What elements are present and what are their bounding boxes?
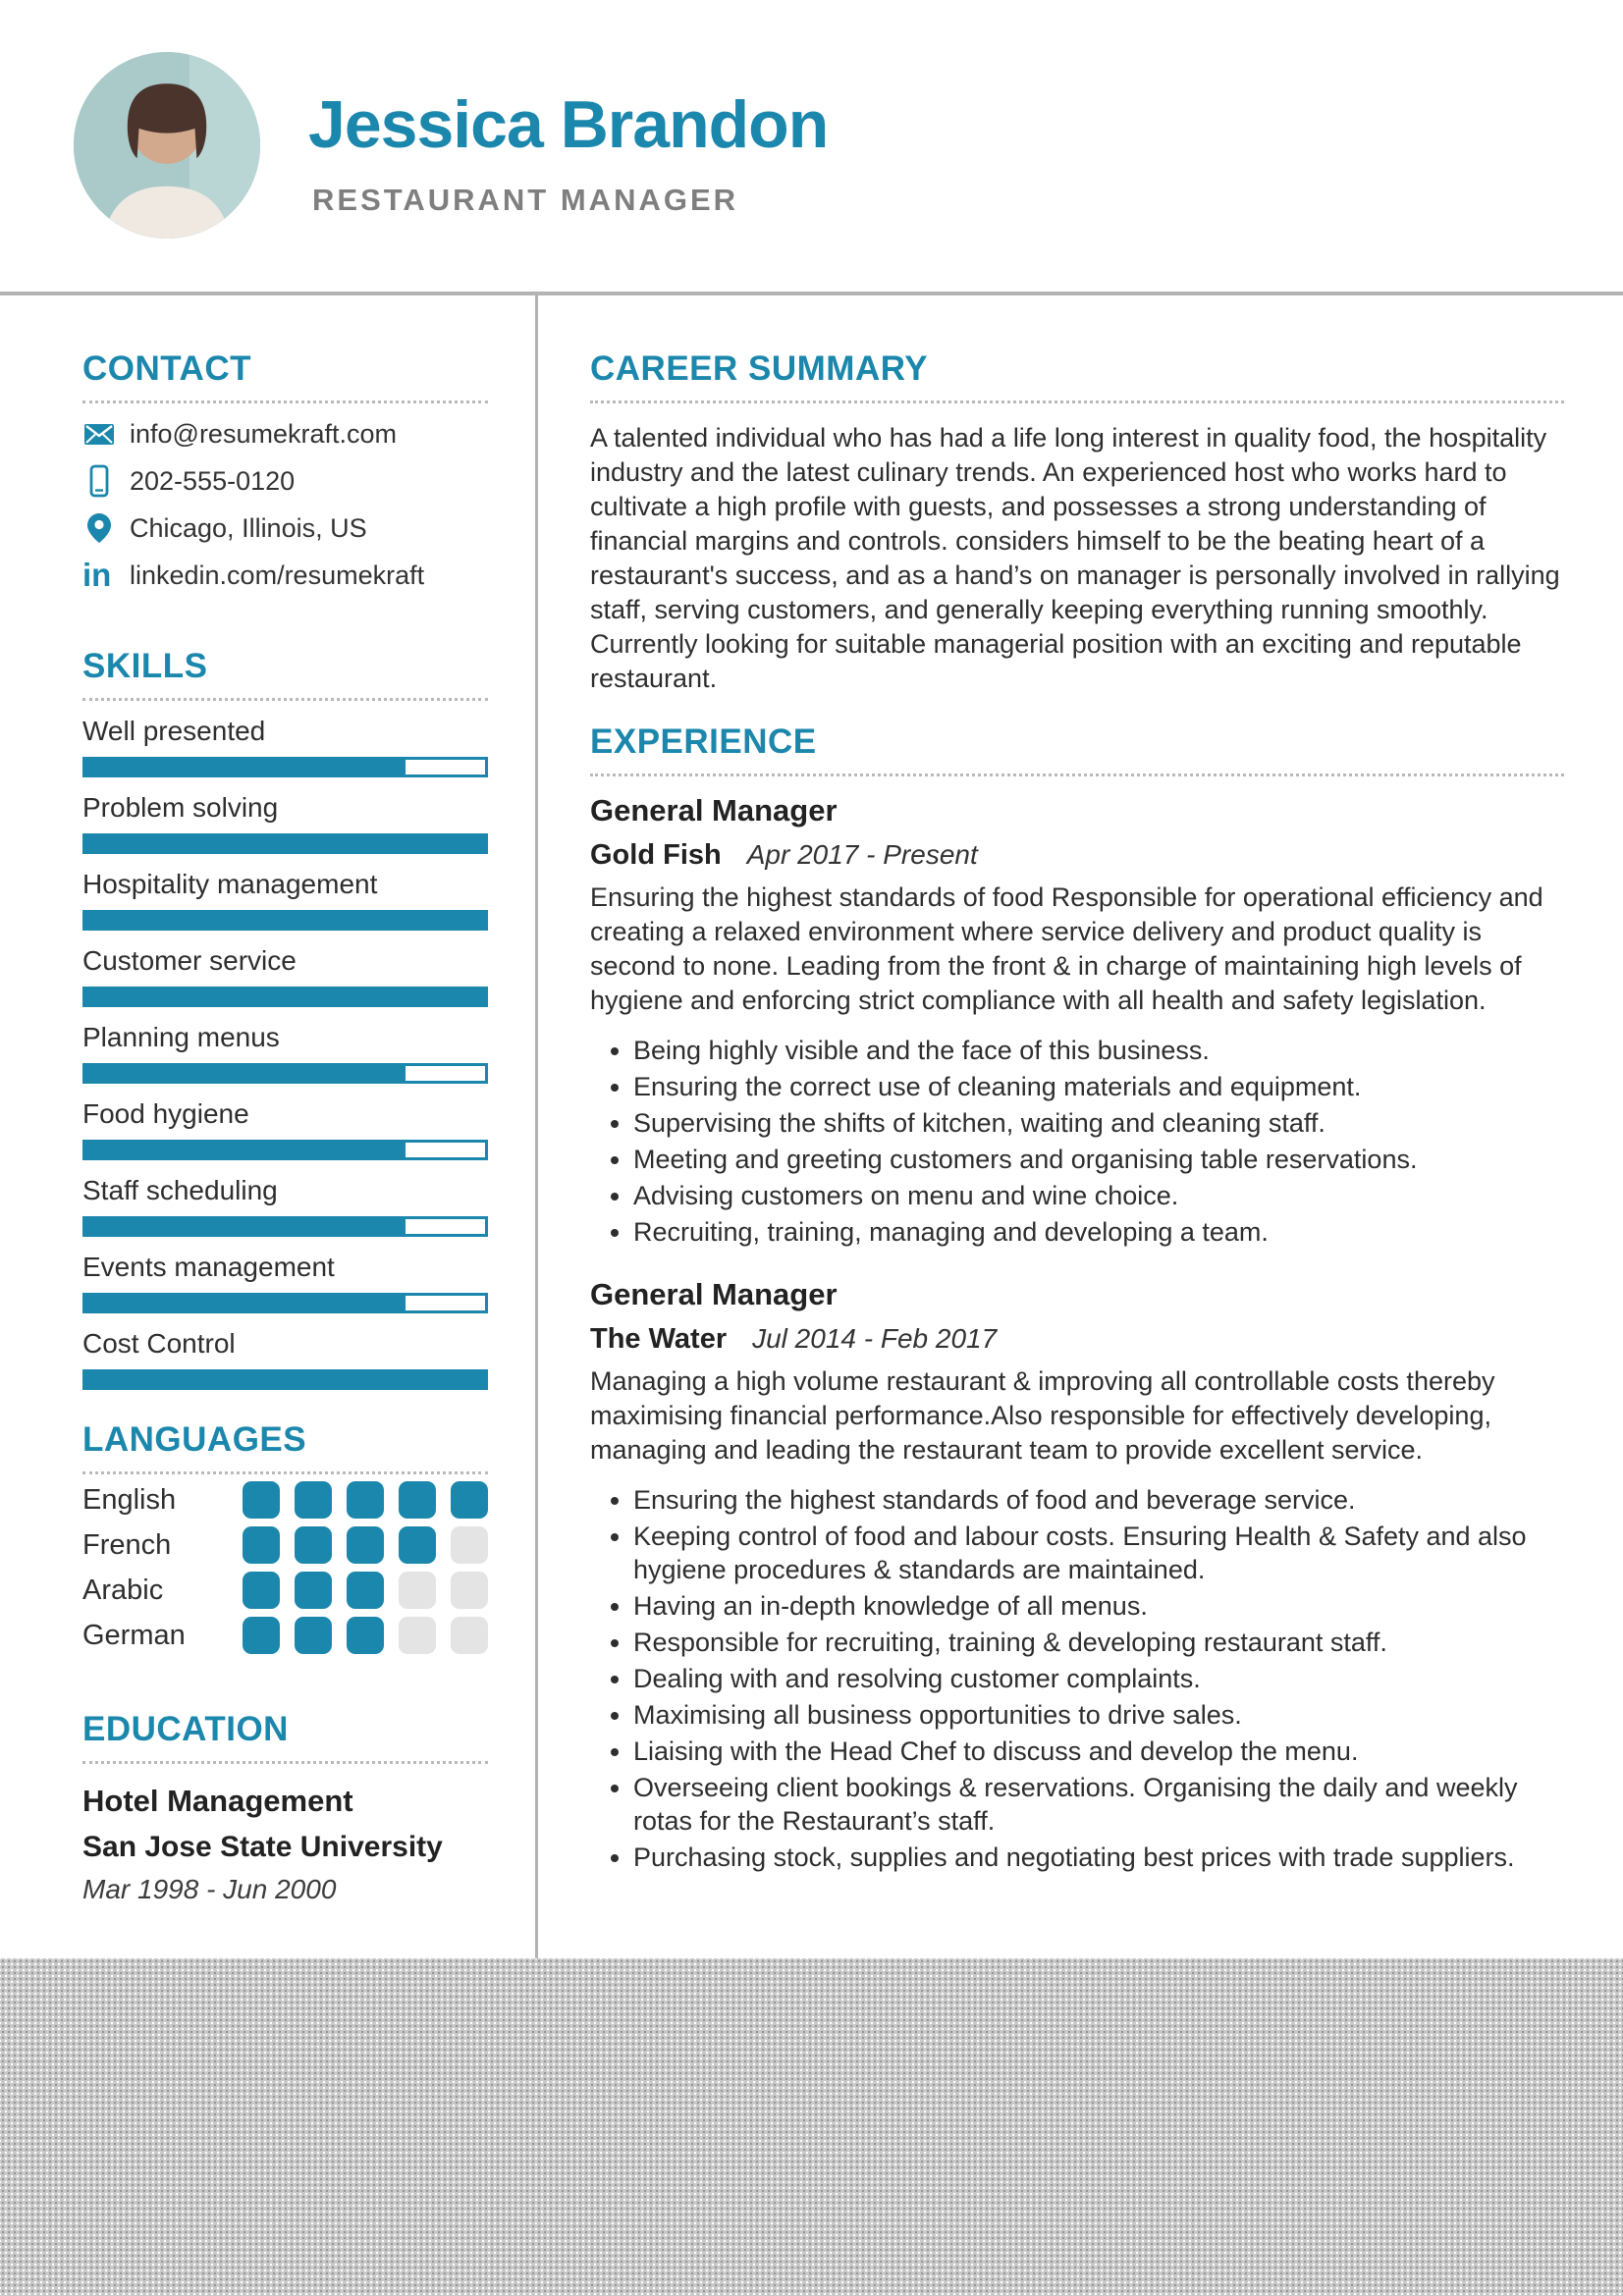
job-company: Gold Fish — [590, 839, 722, 871]
skill-bar-fill — [85, 913, 485, 928]
job-bullet: • Liaising with the Head Chef to discuss and develop the menu. — [633, 1735, 1564, 1768]
job-role: General Manager — [590, 1277, 838, 1311]
job-entry-2 — [590, 1276, 1564, 1874]
skill-label: Staff scheduling — [82, 1175, 278, 1205]
dotted-divider — [590, 400, 1564, 403]
skill-item — [82, 1251, 488, 1313]
job-bullet: • Responsible for recruiting, training & developing restaurant staff. — [633, 1626, 1564, 1659]
contact-section — [82, 348, 488, 592]
location-icon — [82, 511, 120, 545]
career-summary-text: A talented individual who has had a life long interest in quality food, the hospitality industry and the latest culinary trends. An experienced host who works hard to cultivate a high profile with guests, and possesses a strong understanding of financial margins and controls. considers himself to be the beating heart of a restaurant's success, and as a hand’s on manager is personally involved in rallying staff, serving customers, and generally keeping everything running smoothly. Currently looking for suitable managerial position with an exciting and reputable restaurant. — [590, 423, 1560, 693]
contact-row-location — [82, 511, 488, 545]
language-level-filled-square — [295, 1572, 332, 1609]
skill-bar-fill — [85, 1296, 406, 1310]
skill-label: Food hygiene — [82, 1098, 249, 1129]
language-item — [82, 1525, 488, 1565]
skill-bar-fill — [85, 989, 485, 1004]
skill-bar — [82, 757, 488, 777]
dotted-divider — [82, 1471, 488, 1474]
education-dates: Mar 1998 - Jun 2000 — [82, 1874, 337, 1904]
language-level-filled-square — [295, 1526, 332, 1564]
skill-item — [82, 944, 488, 1007]
job-bullet: • Having an in-depth knowledge of all menus. — [633, 1589, 1564, 1623]
job-bullet: • Ensuring the correct use of cleaning materials and equipment. — [633, 1070, 1564, 1103]
dotted-divider — [82, 1761, 488, 1764]
job-company-line — [590, 837, 1564, 873]
skill-bar — [82, 1063, 488, 1084]
skill-bar — [82, 1140, 488, 1160]
language-level-empty-square — [451, 1526, 488, 1564]
language-level-filled-square — [243, 1617, 280, 1654]
language-level-empty-square — [451, 1572, 488, 1609]
skill-bar — [82, 987, 488, 1007]
language-level-filled-square — [399, 1526, 436, 1564]
profile-photo — [74, 52, 260, 239]
language-label: English — [82, 1483, 177, 1516]
language-level-squares — [243, 1617, 488, 1654]
job-role: General Manager — [590, 793, 838, 828]
skill-bar — [82, 833, 488, 854]
job-bullet: • Purchasing stock, supplies and negotiating best prices with trade suppliers. — [633, 1841, 1564, 1874]
career-summary-heading: CAREER SUMMARY — [590, 349, 929, 388]
contact-row-linkedin — [82, 559, 488, 592]
skill-label: Problem solving — [82, 792, 279, 823]
skill-bar-fill — [85, 836, 485, 851]
language-item — [82, 1480, 488, 1520]
contact-email: info@resumekraft.com — [130, 418, 397, 449]
dotted-divider — [590, 774, 1564, 776]
job-dates: Apr 2017 - Present — [746, 839, 978, 870]
language-level-squares — [243, 1481, 488, 1519]
job-bullet: • Keeping control of food and labour costs. Ensuring Health & Safety and also hygiene procedures & standards are maintained. — [633, 1520, 1564, 1586]
skill-item — [82, 715, 488, 777]
language-level-filled-square — [295, 1481, 332, 1519]
experience-heading: EXPERIENCE — [590, 722, 817, 761]
skill-item — [82, 1021, 488, 1084]
language-level-squares — [243, 1526, 488, 1564]
language-level-empty-square — [399, 1617, 436, 1654]
person-name: Jessica Brandon — [308, 87, 829, 162]
email-icon — [82, 417, 120, 451]
job-bullet-list — [590, 1483, 1564, 1874]
job-bullet: • Recruiting, training, managing and developing a team. — [633, 1215, 1564, 1249]
language-level-filled-square — [451, 1481, 488, 1519]
language-level-filled-square — [243, 1526, 280, 1564]
contact-linkedin: linkedin.com/resumekraft — [130, 560, 425, 590]
language-level-filled-square — [347, 1617, 384, 1654]
job-bullet: • Overseeing client bookings & reservations. Organising the daily and weekly rotas for the Restaurant’s staff. — [633, 1771, 1564, 1838]
language-level-squares — [243, 1572, 488, 1609]
language-label: French — [82, 1528, 172, 1561]
skill-bar — [82, 1293, 488, 1313]
skill-item — [82, 791, 488, 854]
skill-bar — [82, 910, 488, 931]
job-bullet: • Dealing with and resolving customer complaints. — [633, 1662, 1564, 1695]
person-job-title: RESTAURANT MANAGER — [312, 183, 739, 217]
contact-row-phone — [82, 464, 488, 498]
linkedin-icon: in — [82, 557, 112, 593]
job-bullet: • Being highly visible and the face of this business. — [633, 1034, 1564, 1067]
job-entry-1 — [590, 792, 1564, 1249]
skill-bar-fill — [85, 1372, 485, 1387]
education-heading: EDUCATION — [82, 1710, 289, 1748]
languages-section — [82, 1419, 488, 1655]
job-description: Managing a high volume restaurant & improving all controllable costs thereby maximising financial performance.Also responsible for effectively developing, managing and leading the restaurant team to provide excellent service. — [590, 1366, 1495, 1465]
skills-section — [82, 646, 488, 1390]
languages-heading: LANGUAGES — [82, 1420, 307, 1459]
job-bullet: • Meeting and greeting customers and organising table reservations. — [633, 1143, 1564, 1176]
skill-bar-fill — [85, 1219, 406, 1234]
job-bullet: • Maximising all business opportunities to drive sales. — [633, 1698, 1564, 1732]
language-label: German — [82, 1619, 186, 1651]
language-level-filled-square — [347, 1572, 384, 1609]
skill-bar — [82, 1216, 488, 1237]
job-company: The Water — [590, 1323, 728, 1355]
language-level-empty-square — [399, 1572, 436, 1609]
job-description: Ensuring the highest standards of food Responsible for operational efficiency and creating a relaxed environment where service delivery and product quality is second to none. Leading from the front & in charge of maintaining high levels of hygiene and enforcing strict compliance with all health and safety legislation. — [590, 882, 1543, 1015]
job-dates: Jul 2014 - Feb 2017 — [752, 1323, 998, 1354]
phone-icon — [82, 464, 120, 498]
skill-item — [82, 1174, 488, 1237]
skill-label: Cost Control — [82, 1328, 236, 1359]
person-silhouette-icon — [74, 52, 260, 239]
contact-phone: 202-555-0120 — [130, 465, 296, 496]
language-level-filled-square — [399, 1481, 436, 1519]
education-school: San Jose State University — [82, 1831, 443, 1863]
header — [0, 0, 1623, 295]
skill-bar-fill — [85, 1066, 406, 1081]
skill-label: Well presented — [82, 716, 266, 746]
languages-list — [82, 1480, 488, 1655]
language-item — [82, 1616, 488, 1655]
skill-bar — [82, 1369, 488, 1390]
skill-label: Hospitality management — [82, 869, 378, 899]
education-degree: Hotel Management — [82, 1784, 353, 1818]
skill-label: Customer service — [82, 945, 297, 976]
skill-bar-fill — [85, 1143, 406, 1157]
skills-heading: SKILLS — [82, 647, 208, 685]
contact-heading: CONTACT — [82, 349, 251, 388]
halftone-overlay — [0, 1958, 1623, 2296]
job-bullet-list — [590, 1034, 1564, 1249]
job-company-line — [590, 1321, 1564, 1357]
contact-location: Chicago, Illinois, US — [130, 512, 367, 543]
language-level-filled-square — [295, 1617, 332, 1654]
skill-bar-fill — [85, 760, 406, 774]
experience-section — [590, 721, 1564, 1874]
dotted-divider — [82, 698, 488, 701]
language-level-empty-square — [451, 1617, 488, 1654]
job-bullet: • Ensuring the highest standards of food and beverage service. — [633, 1483, 1564, 1517]
skill-item — [82, 1097, 488, 1160]
skills-list — [82, 715, 488, 1390]
education-section — [82, 1709, 488, 1905]
skill-item — [82, 868, 488, 931]
language-level-filled-square — [347, 1526, 384, 1564]
contact-row-email — [82, 417, 488, 451]
job-bullet: • Supervising the shifts of kitchen, waiting and cleaning staff. — [633, 1106, 1564, 1140]
language-level-filled-square — [243, 1572, 280, 1609]
career-summary-section — [590, 348, 1564, 696]
job-bullet: • Advising customers on menu and wine choice. — [633, 1179, 1564, 1212]
skill-label: Events management — [82, 1252, 335, 1282]
skill-label: Planning menus — [82, 1022, 280, 1052]
language-level-filled-square — [347, 1481, 384, 1519]
language-item — [82, 1571, 488, 1610]
language-label: Arabic — [82, 1574, 164, 1606]
dotted-divider — [82, 400, 488, 403]
skill-item — [82, 1327, 488, 1390]
language-level-filled-square — [243, 1481, 280, 1519]
